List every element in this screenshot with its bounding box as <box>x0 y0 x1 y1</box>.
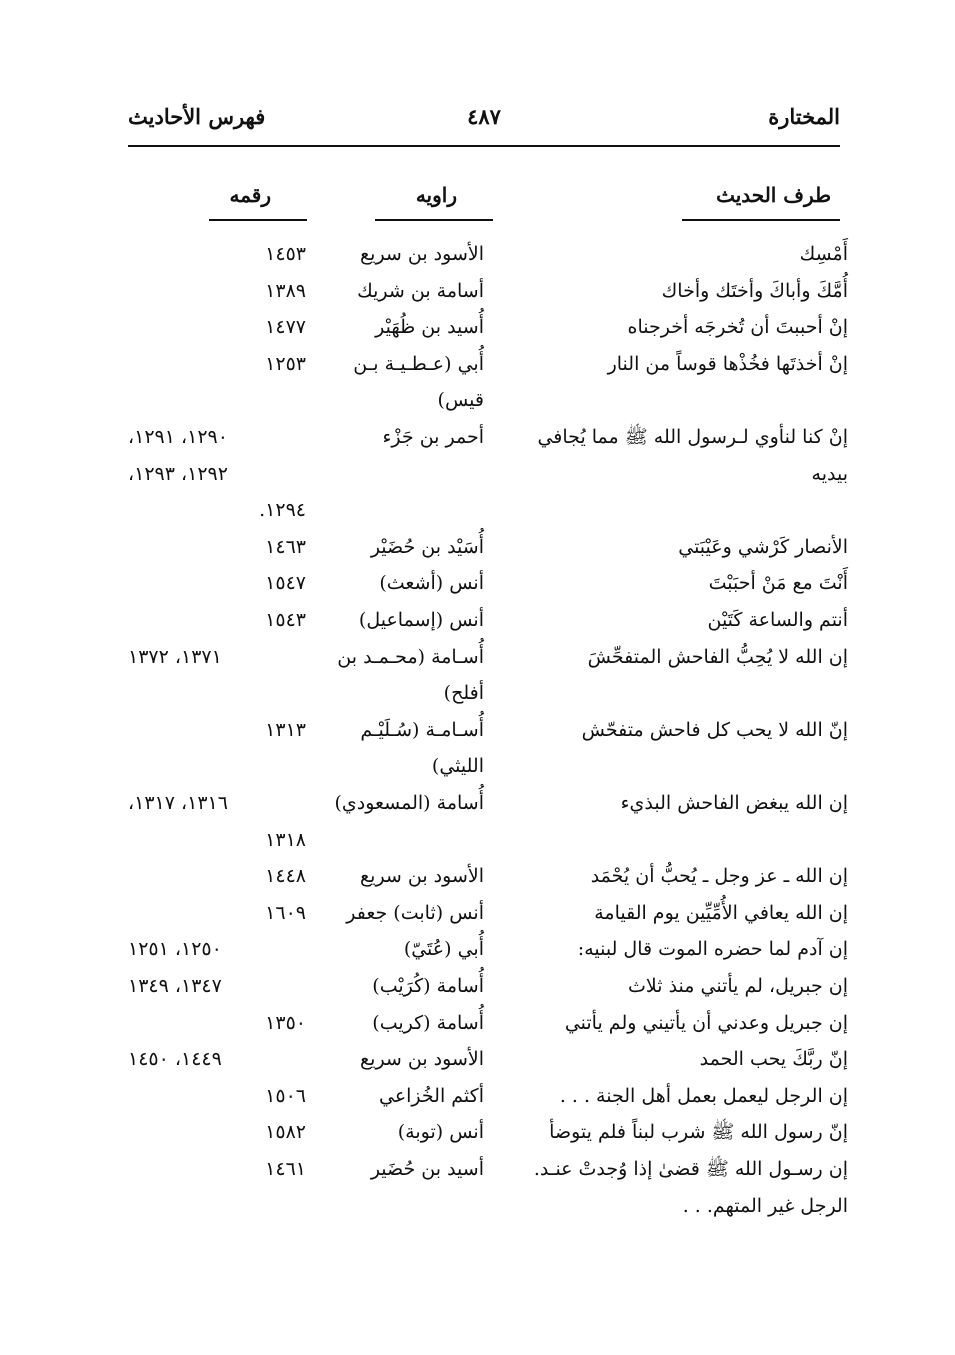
narrator: أسيد بن حُضَير <box>370 1158 484 1180</box>
table-row <box>128 931 848 967</box>
table-row <box>128 675 848 711</box>
table-row <box>128 1041 848 1077</box>
hadith-number: ١٢٩٢، ١٢٩٣، <box>128 463 228 485</box>
table-row <box>128 1005 848 1041</box>
hadith-title: إن الله لا يُحِبُّ الفاحش المتفحِّشَ <box>587 646 848 668</box>
hadith-number: ١٣٤٧، ١٣٤٩ <box>128 975 222 997</box>
hadith-number: ١٣٨٩ <box>265 280 306 302</box>
hadith-number: ١٤٥٣ <box>265 243 306 265</box>
table-row <box>128 1188 848 1224</box>
narrator: أُبي (عـطـيـة بـن <box>353 353 484 375</box>
hadith-title: أَمْسِك <box>799 243 848 265</box>
hadith-title: أنتم والساعة كَتَيْن <box>707 609 848 631</box>
narrator: أكثم الخُزاعي <box>378 1085 484 1107</box>
narrator: الليثي) <box>431 755 484 777</box>
hadith-number: ١٣١٨ <box>265 829 306 851</box>
hadith-number: ١٢٩٠، ١٢٩١، <box>128 426 228 448</box>
narrator: أُسيد بن ظُهَيْر <box>375 316 484 338</box>
narrator: أنس (إسماعيل) <box>358 609 484 631</box>
hadith-number: ١٦٠٩ <box>265 902 306 924</box>
narrator: أُسَيْد بن حُضَيْر <box>370 536 484 558</box>
table-row <box>128 785 848 821</box>
narrator: أُسامة (المسعودي) <box>334 792 484 814</box>
narrator: أحمر بن جَزْء <box>382 426 484 448</box>
table-row <box>128 492 848 528</box>
hadith-title: إنْ أحببتَ أن تُخرجَه أخرجناه <box>627 316 848 338</box>
hadith-title: بيديه <box>811 463 848 485</box>
hadith-number: ١٤٤٩، ١٤٥٠ <box>128 1048 222 1070</box>
hadith-title: أُمَّكَ وأباكَ وأختَك وأخاك <box>661 280 848 302</box>
narrator: الأسود بن سريع <box>360 243 484 265</box>
hadith-title: إنّ ربَّكَ يحب الحمد <box>699 1048 848 1070</box>
hadith-number: ١٤٦١ <box>265 1158 306 1180</box>
hadith-number: ١٤٧٧ <box>265 316 306 338</box>
column-header-narrator: راويه <box>415 183 457 207</box>
table-row <box>128 309 848 345</box>
table-row <box>128 639 848 675</box>
hadith-number: ١٥٤٧ <box>265 572 306 594</box>
hadith-title: إن جبريل، لم يأتني منذ ثلاث <box>628 975 848 997</box>
table-row <box>128 273 848 309</box>
table-row <box>128 895 848 931</box>
hadith-number: ١٣٧١، ١٣٧٢ <box>128 646 222 668</box>
narrator: قيس) <box>437 389 484 411</box>
narrator: أفلح) <box>443 682 484 704</box>
table-row <box>128 858 848 894</box>
narrator: أُسـامة (محـمـد بن <box>337 646 484 668</box>
hadith-number: ١٥٨٢ <box>265 1121 306 1143</box>
header-section-title: فهرس الأحاديث <box>128 104 266 129</box>
hadith-title: الأنصار كَرْشي وعَيْبَتي <box>678 536 848 558</box>
hadith-title: الرجل غير المتهم. . . <box>682 1195 848 1217</box>
table-row <box>128 419 848 455</box>
hadith-title: إن جبريل وعدني أن يأتيني ولم يأتني <box>564 1012 848 1034</box>
narrator: أنس (أشعث) <box>379 572 484 594</box>
hadith-number: ١٤٦٣ <box>265 536 306 558</box>
narrator: أُسامة (كُرَيْب) <box>372 975 484 997</box>
column-rule-narrator <box>375 219 493 221</box>
narrator: أنس (توبة) <box>397 1121 484 1143</box>
header-rule <box>128 145 840 147</box>
hadith-title: إنْ كنا لنأوي لـرسول الله ﷺ مما يُجافي <box>537 426 848 448</box>
table-row <box>128 346 848 382</box>
table-row <box>128 382 848 418</box>
header-book-title: المختارة <box>768 104 840 129</box>
hadith-number: ١٣١٦، ١٣١٧، <box>128 792 228 814</box>
hadith-number: ١٣١٣ <box>265 719 306 741</box>
hadith-title: إن الله يعافي الأُمِّيِّين يوم القيامة <box>594 902 848 924</box>
hadith-number: ١٣٥٠ <box>265 1012 306 1034</box>
hadith-number: ١٢٥٣ <box>265 353 306 375</box>
narrator: أُسـامـة (سُـلَيْـم <box>360 719 484 741</box>
narrator: الأسود بن سريع <box>360 865 484 887</box>
table-row <box>128 822 848 858</box>
table-row <box>128 456 848 492</box>
table-row <box>128 529 848 565</box>
narrator: أنس (ثابت) جعفر <box>346 902 484 924</box>
table-row <box>128 565 848 601</box>
hadith-title: إن رسـول الله ﷺ قضىٰ إذا وُجدتْ عنـد. <box>533 1158 848 1180</box>
column-header-title: طرف الحديث <box>716 183 831 207</box>
running-header <box>128 104 840 136</box>
hadith-title: إنّ الله لا يحب كل فاحش متفحّش <box>581 719 848 741</box>
hadith-number: ١٥٠٦ <box>265 1085 306 1107</box>
table-row <box>128 968 848 1004</box>
narrator: أُسامة (كريب) <box>372 1012 484 1034</box>
table-row <box>128 1151 848 1187</box>
table-row <box>128 602 848 638</box>
column-header-number: رقمه <box>229 183 271 207</box>
column-rule-number <box>209 219 307 221</box>
hadith-title: أَنْتَ مع مَنْ أحبَبْتَ <box>708 572 848 594</box>
hadith-title: إن آدم لما حضره الموت قال لبنيه: <box>577 938 848 960</box>
hadith-title: إن الله يبغض الفاحش البذيء <box>620 792 848 814</box>
hadith-number: ١٢٥٠، ١٢٥١ <box>128 938 222 960</box>
narrator: الأسود بن سريع <box>360 1048 484 1070</box>
hadith-number: ١٢٩٤. <box>259 499 306 521</box>
narrator: أسامة بن شريك <box>357 280 484 302</box>
hadith-title: إنْ أخذتَها فخُذْها قوساً من النار <box>607 353 848 375</box>
hadith-title: إن الرجل ليعمل بعمل أهل الجنة . . . <box>559 1085 848 1107</box>
hadith-title: إنّ رسول الله ﷺ شرب لبناً فلم يتوضأ <box>549 1121 848 1143</box>
hadith-title: إن الله ـ عز وجل ـ يُحبُّ أن يُحْمَد <box>590 865 848 887</box>
table-row <box>128 236 848 272</box>
narrator: أُبي (عُتَيّ) <box>403 938 484 960</box>
column-rule-title <box>682 219 840 221</box>
page-number: ٤٨٧ <box>467 104 501 129</box>
hadith-number: ١٤٤٨ <box>265 865 306 887</box>
table-row <box>128 1114 848 1150</box>
hadith-number: ١٥٤٣ <box>265 609 306 631</box>
table-row <box>128 748 848 784</box>
table-row <box>128 1078 848 1114</box>
table-row <box>128 712 848 748</box>
